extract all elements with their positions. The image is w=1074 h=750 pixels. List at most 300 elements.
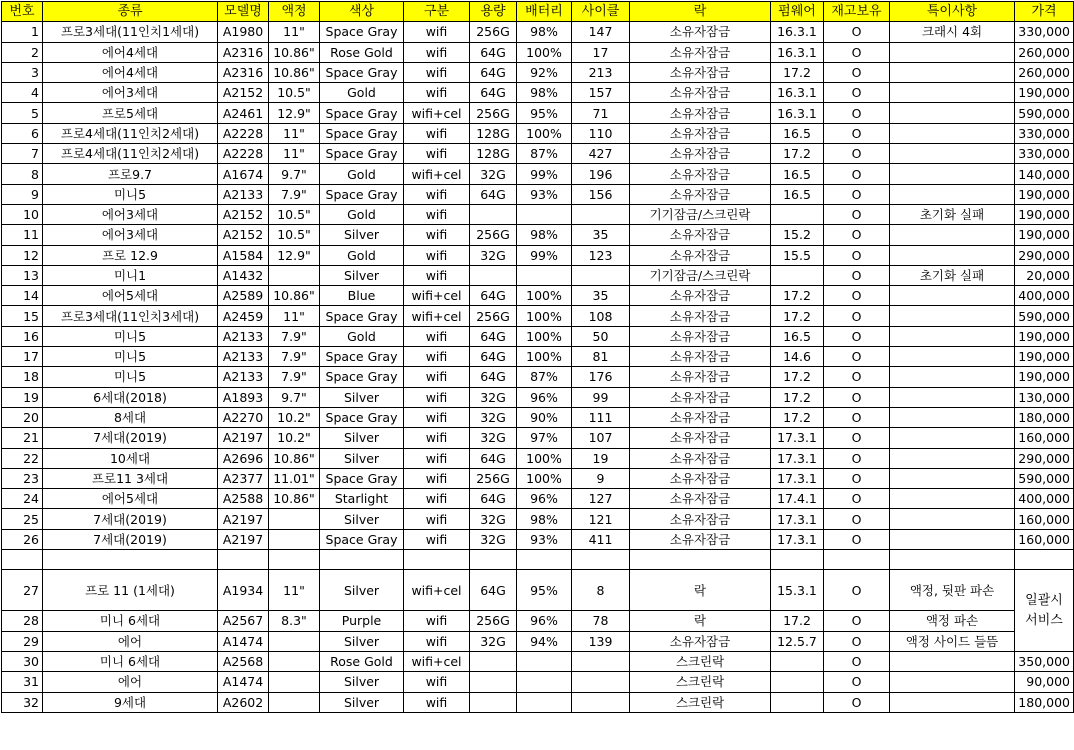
table-row bbox=[2, 184, 1074, 204]
row-cycle: 107 bbox=[572, 428, 630, 448]
row-number: 30 bbox=[2, 651, 43, 671]
row-kind: wifi bbox=[404, 42, 470, 62]
row-firmware: 17.3.1 bbox=[771, 428, 824, 448]
table-row bbox=[2, 387, 1074, 407]
row-battery: 93% bbox=[517, 184, 572, 204]
empty-cell bbox=[630, 550, 771, 570]
row-capacity: 64G bbox=[470, 42, 517, 62]
row-lock: 락 bbox=[630, 570, 771, 611]
row-model: A2461 bbox=[218, 103, 269, 123]
inventory-table bbox=[1, 1, 1074, 713]
row-price: 330,000 bbox=[1015, 144, 1074, 164]
row-number: 24 bbox=[2, 489, 43, 509]
row-capacity: 256G bbox=[470, 225, 517, 245]
row-type: 프로3세대(11인치1세대) bbox=[43, 22, 218, 42]
row-screen bbox=[269, 672, 320, 692]
row-number: 4 bbox=[2, 83, 43, 103]
row-model: A2316 bbox=[218, 42, 269, 62]
table-row bbox=[2, 489, 1074, 509]
row-firmware: 17.3.1 bbox=[771, 448, 824, 468]
row-screen: 10.86" bbox=[269, 42, 320, 62]
row-type: 7세대(2019) bbox=[43, 509, 218, 529]
row-kind: wifi bbox=[404, 448, 470, 468]
row-cycle: 78 bbox=[572, 611, 630, 631]
row-note: 크래시 4회 bbox=[890, 22, 1015, 42]
row-price: 330,000 bbox=[1015, 22, 1074, 42]
row-cycle bbox=[572, 265, 630, 285]
row-kind: wifi+cel bbox=[404, 286, 470, 306]
row-lock: 소유자잠금 bbox=[630, 407, 771, 427]
row-price: 190,000 bbox=[1015, 83, 1074, 103]
row-number: 18 bbox=[2, 367, 43, 387]
row-stock: O bbox=[824, 123, 890, 143]
row-cycle: 139 bbox=[572, 631, 630, 651]
row-number: 14 bbox=[2, 286, 43, 306]
row-model: A2133 bbox=[218, 326, 269, 346]
row-screen bbox=[269, 651, 320, 671]
row-model: A1432 bbox=[218, 265, 269, 285]
row-number: 29 bbox=[2, 631, 43, 651]
row-battery: 100% bbox=[517, 42, 572, 62]
row-kind: wifi bbox=[404, 123, 470, 143]
row-note bbox=[890, 62, 1015, 82]
empty-cell bbox=[320, 550, 404, 570]
row-cycle: 9 bbox=[572, 468, 630, 488]
row-number: 10 bbox=[2, 204, 43, 224]
row-lock: 소유자잠금 bbox=[630, 103, 771, 123]
row-kind: wifi+cel bbox=[404, 651, 470, 671]
row-color: Gold bbox=[320, 204, 404, 224]
row-battery: 100% bbox=[517, 468, 572, 488]
table-row bbox=[2, 367, 1074, 387]
row-price: 190,000 bbox=[1015, 225, 1074, 245]
row-lock: 소유자잠금 bbox=[630, 347, 771, 367]
row-model: A2133 bbox=[218, 367, 269, 387]
row-number: 6 bbox=[2, 123, 43, 143]
header-color: 색상 bbox=[320, 2, 404, 22]
row-number: 8 bbox=[2, 164, 43, 184]
row-stock: O bbox=[824, 428, 890, 448]
row-firmware: 17.2 bbox=[771, 286, 824, 306]
row-screen: 10.86" bbox=[269, 286, 320, 306]
row-screen: 7.9" bbox=[269, 326, 320, 346]
row-cycle: 213 bbox=[572, 62, 630, 82]
row-stock: O bbox=[824, 387, 890, 407]
row-price: 260,000 bbox=[1015, 62, 1074, 82]
row-color: Gold bbox=[320, 326, 404, 346]
row-color: Purple bbox=[320, 611, 404, 631]
row-capacity: 256G bbox=[470, 611, 517, 631]
row-capacity: 64G bbox=[470, 347, 517, 367]
row-price: 20,000 bbox=[1015, 265, 1074, 285]
row-lock: 스크린락 bbox=[630, 692, 771, 712]
empty-cell bbox=[43, 550, 218, 570]
row-model: A1980 bbox=[218, 22, 269, 42]
row-lock: 소유자잠금 bbox=[630, 83, 771, 103]
row-note bbox=[890, 164, 1015, 184]
row-type: 6세대(2018) bbox=[43, 387, 218, 407]
row-number: 16 bbox=[2, 326, 43, 346]
row-note bbox=[890, 184, 1015, 204]
row-cycle: 8 bbox=[572, 570, 630, 611]
row-screen: 11" bbox=[269, 570, 320, 611]
row-color: Silver bbox=[320, 448, 404, 468]
row-kind: wifi bbox=[404, 347, 470, 367]
header-kind: 구분 bbox=[404, 2, 470, 22]
row-capacity: 128G bbox=[470, 123, 517, 143]
header-battery: 배터리 bbox=[517, 2, 572, 22]
row-screen bbox=[269, 529, 320, 549]
row-price: 190,000 bbox=[1015, 326, 1074, 346]
row-lock: 소유자잠금 bbox=[630, 448, 771, 468]
blank-row bbox=[2, 550, 1074, 570]
header-price: 가격 bbox=[1015, 2, 1074, 22]
row-cycle bbox=[572, 651, 630, 671]
row-model: A1474 bbox=[218, 631, 269, 651]
row-screen: 10.5" bbox=[269, 225, 320, 245]
row-type: 미니 6세대 bbox=[43, 651, 218, 671]
row-type: 7세대(2019) bbox=[43, 529, 218, 549]
row-screen: 7.9" bbox=[269, 347, 320, 367]
row-color: Silver bbox=[320, 225, 404, 245]
row-battery: 100% bbox=[517, 286, 572, 306]
row-model: A1934 bbox=[218, 570, 269, 611]
row-price: 180,000 bbox=[1015, 407, 1074, 427]
row-firmware: 16.5 bbox=[771, 184, 824, 204]
row-type: 에어 bbox=[43, 631, 218, 651]
row-kind: wifi bbox=[404, 387, 470, 407]
row-stock: O bbox=[824, 245, 890, 265]
row-capacity: 256G bbox=[470, 468, 517, 488]
row-screen: 9.7" bbox=[269, 164, 320, 184]
header-cycle: 사이클 bbox=[572, 2, 630, 22]
row-price: 180,000 bbox=[1015, 692, 1074, 712]
row-cycle bbox=[572, 672, 630, 692]
row-capacity bbox=[470, 692, 517, 712]
row-color: Silver bbox=[320, 428, 404, 448]
row-cycle: 157 bbox=[572, 83, 630, 103]
row-firmware: 17.4.1 bbox=[771, 489, 824, 509]
row-stock: O bbox=[824, 204, 890, 224]
row-battery bbox=[517, 651, 572, 671]
row-kind: wifi bbox=[404, 184, 470, 204]
row-capacity: 256G bbox=[470, 22, 517, 42]
row-number: 12 bbox=[2, 245, 43, 265]
row-kind: wifi bbox=[404, 468, 470, 488]
row-note: 초기화 실패 bbox=[890, 204, 1015, 224]
row-note bbox=[890, 225, 1015, 245]
row-model: A2602 bbox=[218, 692, 269, 712]
row-type: 미니5 bbox=[43, 367, 218, 387]
row-number: 27 bbox=[2, 570, 43, 611]
row-price: 160,000 bbox=[1015, 428, 1074, 448]
row-battery: 100% bbox=[517, 123, 572, 143]
row-firmware: 15.3.1 bbox=[771, 570, 824, 611]
row-lock: 소유자잠금 bbox=[630, 164, 771, 184]
row-number: 23 bbox=[2, 468, 43, 488]
empty-cell bbox=[404, 550, 470, 570]
row-capacity: 32G bbox=[470, 407, 517, 427]
row-note bbox=[890, 306, 1015, 326]
row-note bbox=[890, 326, 1015, 346]
row-model: A2459 bbox=[218, 306, 269, 326]
row-cycle: 35 bbox=[572, 225, 630, 245]
row-cycle: 71 bbox=[572, 103, 630, 123]
empty-cell bbox=[572, 550, 630, 570]
row-price: 190,000 bbox=[1015, 347, 1074, 367]
row-note bbox=[890, 367, 1015, 387]
row-battery: 96% bbox=[517, 611, 572, 631]
row-kind: wifi bbox=[404, 489, 470, 509]
row-lock: 기기잠금/스크린락 bbox=[630, 265, 771, 285]
row-model: A2152 bbox=[218, 83, 269, 103]
row-color: Rose Gold bbox=[320, 42, 404, 62]
header-row bbox=[2, 2, 1074, 22]
row-lock: 소유자잠금 bbox=[630, 509, 771, 529]
row-screen: 7.9" bbox=[269, 184, 320, 204]
row-color: Silver bbox=[320, 631, 404, 651]
row-kind: wifi bbox=[404, 428, 470, 448]
table-row bbox=[2, 529, 1074, 549]
row-note bbox=[890, 387, 1015, 407]
row-color: Silver bbox=[320, 570, 404, 611]
row-note: 액정 사이드 들뜸 bbox=[890, 631, 1015, 651]
row-stock: O bbox=[824, 529, 890, 549]
header-firmware: 펌웨어 bbox=[771, 2, 824, 22]
row-price: 160,000 bbox=[1015, 529, 1074, 549]
table-row bbox=[2, 407, 1074, 427]
row-note bbox=[890, 692, 1015, 712]
row-type: 프로11 3세대 bbox=[43, 468, 218, 488]
row-color: Space Gray bbox=[320, 184, 404, 204]
row-battery: 95% bbox=[517, 103, 572, 123]
row-model: A2589 bbox=[218, 286, 269, 306]
row-cycle: 35 bbox=[572, 286, 630, 306]
row-firmware: 16.5 bbox=[771, 123, 824, 143]
table-row bbox=[2, 204, 1074, 224]
row-kind: wifi bbox=[404, 692, 470, 712]
row-stock: O bbox=[824, 144, 890, 164]
row-firmware bbox=[771, 265, 824, 285]
table-row bbox=[2, 286, 1074, 306]
row-lock: 소유자잠금 bbox=[630, 144, 771, 164]
table-row bbox=[2, 245, 1074, 265]
row-number: 21 bbox=[2, 428, 43, 448]
row-capacity: 256G bbox=[470, 103, 517, 123]
table-row bbox=[2, 265, 1074, 285]
row-screen: 7.9" bbox=[269, 367, 320, 387]
row-firmware: 17.2 bbox=[771, 387, 824, 407]
row-cycle bbox=[572, 692, 630, 712]
row-kind: wifi bbox=[404, 83, 470, 103]
row-type: 미니5 bbox=[43, 326, 218, 346]
row-cycle: 196 bbox=[572, 164, 630, 184]
row-cycle bbox=[572, 204, 630, 224]
header-capacity: 용량 bbox=[470, 2, 517, 22]
table-row bbox=[2, 468, 1074, 488]
row-number: 19 bbox=[2, 387, 43, 407]
row-note bbox=[890, 489, 1015, 509]
row-stock: O bbox=[824, 42, 890, 62]
row-price: 260,000 bbox=[1015, 42, 1074, 62]
row-kind: wifi bbox=[404, 204, 470, 224]
row-lock: 소유자잠금 bbox=[630, 245, 771, 265]
row-battery: 100% bbox=[517, 306, 572, 326]
row-stock: O bbox=[824, 103, 890, 123]
table-row bbox=[2, 306, 1074, 326]
row-type: 프로4세대(11인치2세대) bbox=[43, 144, 218, 164]
table-row bbox=[2, 611, 1074, 631]
row-type: 에어5세대 bbox=[43, 489, 218, 509]
row-capacity: 32G bbox=[470, 428, 517, 448]
row-lock: 소유자잠금 bbox=[630, 428, 771, 448]
row-type: 에어 bbox=[43, 672, 218, 692]
table-row bbox=[2, 428, 1074, 448]
table-row bbox=[2, 672, 1074, 692]
empty-cell bbox=[890, 550, 1015, 570]
row-battery: 93% bbox=[517, 529, 572, 549]
row-firmware: 17.2 bbox=[771, 367, 824, 387]
empty-cell bbox=[470, 550, 517, 570]
row-price: 190,000 bbox=[1015, 367, 1074, 387]
row-firmware bbox=[771, 692, 824, 712]
row-stock: O bbox=[824, 448, 890, 468]
row-color: Gold bbox=[320, 245, 404, 265]
row-firmware: 16.5 bbox=[771, 326, 824, 346]
row-price: 290,000 bbox=[1015, 448, 1074, 468]
row-firmware: 17.2 bbox=[771, 306, 824, 326]
row-model: A2197 bbox=[218, 529, 269, 549]
row-stock: O bbox=[824, 184, 890, 204]
row-price: 190,000 bbox=[1015, 184, 1074, 204]
row-kind: wifi bbox=[404, 245, 470, 265]
header-model: 모델명 bbox=[218, 2, 269, 22]
row-firmware: 16.3.1 bbox=[771, 22, 824, 42]
row-firmware: 16.5 bbox=[771, 164, 824, 184]
row-firmware: 16.3.1 bbox=[771, 103, 824, 123]
row-battery: 100% bbox=[517, 347, 572, 367]
row-type: 프로5세대 bbox=[43, 103, 218, 123]
row-price: 90,000 bbox=[1015, 672, 1074, 692]
row-screen: 9.7" bbox=[269, 387, 320, 407]
row-model: A2696 bbox=[218, 448, 269, 468]
row-type: 프로9.7 bbox=[43, 164, 218, 184]
row-number: 1 bbox=[2, 22, 43, 42]
row-price: 590,000 bbox=[1015, 306, 1074, 326]
row-stock: O bbox=[824, 265, 890, 285]
row-battery: 92% bbox=[517, 62, 572, 82]
row-type: 에어4세대 bbox=[43, 62, 218, 82]
row-note bbox=[890, 428, 1015, 448]
row-number: 3 bbox=[2, 62, 43, 82]
row-lock: 소유자잠금 bbox=[630, 468, 771, 488]
row-lock: 소유자잠금 bbox=[630, 184, 771, 204]
row-price: 290,000 bbox=[1015, 245, 1074, 265]
row-firmware bbox=[771, 672, 824, 692]
row-kind: wifi bbox=[404, 529, 470, 549]
row-model: A1584 bbox=[218, 245, 269, 265]
row-capacity: 32G bbox=[470, 529, 517, 549]
row-screen: 11" bbox=[269, 22, 320, 42]
row-screen: 11" bbox=[269, 306, 320, 326]
row-color: Gold bbox=[320, 83, 404, 103]
row-screen bbox=[269, 631, 320, 651]
row-battery: 100% bbox=[517, 326, 572, 346]
row-kind: wifi+cel bbox=[404, 570, 470, 611]
row-cycle: 156 bbox=[572, 184, 630, 204]
row-screen: 12.9" bbox=[269, 245, 320, 265]
row-lock: 소유자잠금 bbox=[630, 306, 771, 326]
row-firmware bbox=[771, 651, 824, 671]
table-row bbox=[2, 144, 1074, 164]
row-type: 에어3세대 bbox=[43, 204, 218, 224]
row-number: 28 bbox=[2, 611, 43, 631]
row-color: Silver bbox=[320, 387, 404, 407]
row-stock: O bbox=[824, 468, 890, 488]
table-row bbox=[2, 42, 1074, 62]
row-kind: wifi bbox=[404, 367, 470, 387]
row-capacity: 64G bbox=[470, 489, 517, 509]
row-color: Space Gray bbox=[320, 468, 404, 488]
row-model: A2377 bbox=[218, 468, 269, 488]
row-battery bbox=[517, 672, 572, 692]
row-color: Space Gray bbox=[320, 144, 404, 164]
row-firmware: 15.2 bbox=[771, 225, 824, 245]
row-cycle: 110 bbox=[572, 123, 630, 143]
row-screen: 12.9" bbox=[269, 103, 320, 123]
row-type: 미니1 bbox=[43, 265, 218, 285]
row-screen: 10.5" bbox=[269, 83, 320, 103]
row-cycle: 123 bbox=[572, 245, 630, 265]
row-stock: O bbox=[824, 570, 890, 611]
row-number: 5 bbox=[2, 103, 43, 123]
row-type: 에어3세대 bbox=[43, 83, 218, 103]
row-kind: wifi bbox=[404, 225, 470, 245]
row-note bbox=[890, 123, 1015, 143]
row-model: A2567 bbox=[218, 611, 269, 631]
table-row bbox=[2, 83, 1074, 103]
row-firmware: 16.3.1 bbox=[771, 42, 824, 62]
empty-cell bbox=[771, 550, 824, 570]
row-price: 330,000 bbox=[1015, 123, 1074, 143]
row-stock: O bbox=[824, 326, 890, 346]
row-type: 프로 12.9 bbox=[43, 245, 218, 265]
row-battery: 94% bbox=[517, 631, 572, 651]
row-cycle: 19 bbox=[572, 448, 630, 468]
row-type: 프로3세대(11인치3세대) bbox=[43, 306, 218, 326]
empty-cell bbox=[269, 550, 320, 570]
row-capacity: 64G bbox=[470, 448, 517, 468]
row-firmware: 15.5 bbox=[771, 245, 824, 265]
row-model: A2228 bbox=[218, 123, 269, 143]
table-row bbox=[2, 631, 1074, 651]
row-number: 7 bbox=[2, 144, 43, 164]
row-note bbox=[890, 286, 1015, 306]
row-stock: O bbox=[824, 509, 890, 529]
row-color: Space Gray bbox=[320, 62, 404, 82]
header-note: 특이사항 bbox=[890, 2, 1015, 22]
row-color: Space Gray bbox=[320, 367, 404, 387]
row-number: 11 bbox=[2, 225, 43, 245]
row-battery: 99% bbox=[517, 245, 572, 265]
row-color: Space Gray bbox=[320, 103, 404, 123]
row-model: A2152 bbox=[218, 204, 269, 224]
row-note bbox=[890, 144, 1015, 164]
header-type: 종류 bbox=[43, 2, 218, 22]
row-screen: 8.3" bbox=[269, 611, 320, 631]
row-lock: 소유자잠금 bbox=[630, 489, 771, 509]
row-number: 20 bbox=[2, 407, 43, 427]
